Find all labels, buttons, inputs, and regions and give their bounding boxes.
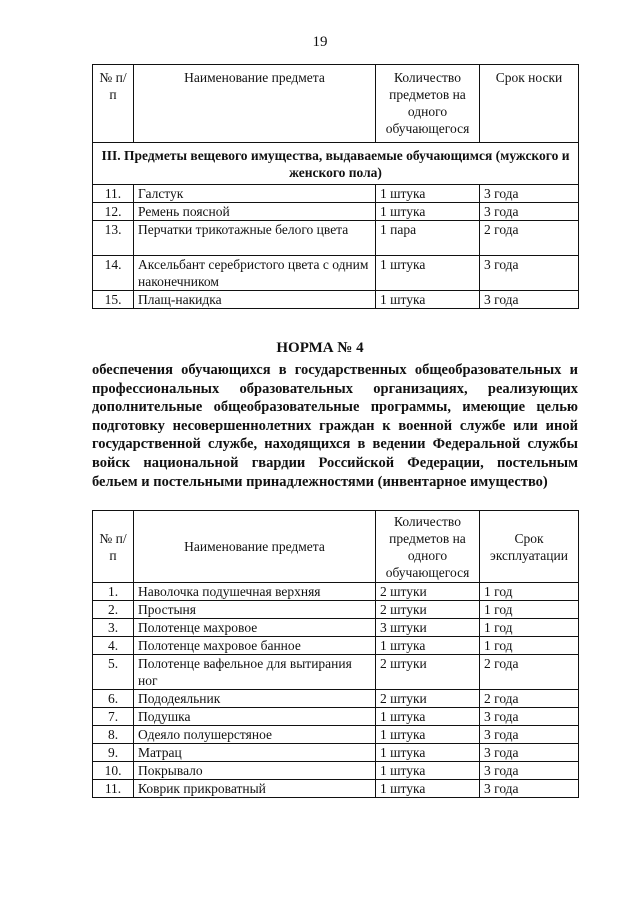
row-name: Плащ-накидка xyxy=(134,291,376,309)
table-row xyxy=(93,619,579,637)
row-qty: 1 штука xyxy=(376,185,480,203)
row-name: Пододеяльник xyxy=(134,690,376,708)
row-term: 3 года xyxy=(480,185,579,203)
row-num: 8. xyxy=(93,726,134,744)
header-qty: Количество предметов на одного обучающегося xyxy=(376,511,480,583)
table-row xyxy=(93,762,579,780)
row-num: 15. xyxy=(93,291,134,309)
row-term: 3 года xyxy=(480,726,579,744)
row-name: Перчатки трикотажные белого цвета xyxy=(134,221,376,256)
row-qty: 1 штука xyxy=(376,726,480,744)
row-term: 3 года xyxy=(480,291,579,309)
row-name: Простыня xyxy=(134,601,376,619)
row-term: 3 года xyxy=(480,762,579,780)
table-row xyxy=(93,185,579,203)
row-qty: 1 штука xyxy=(376,637,480,655)
header-num: № п/п xyxy=(93,511,134,583)
row-qty: 2 штуки xyxy=(376,690,480,708)
row-name: Полотенце вафельное для вытирания ног xyxy=(134,655,376,690)
row-num: 3. xyxy=(93,619,134,637)
row-num: 2. xyxy=(93,601,134,619)
row-term: 2 года xyxy=(480,221,579,256)
row-num: 13. xyxy=(93,221,134,256)
row-num: 6. xyxy=(93,690,134,708)
row-term: 2 года xyxy=(480,690,579,708)
row-term: 1 год xyxy=(480,601,579,619)
row-qty: 1 пара xyxy=(376,221,480,256)
row-term: 1 год xyxy=(480,583,579,601)
items-table-section-3 xyxy=(92,64,579,309)
row-num: 4. xyxy=(93,637,134,655)
row-term: 3 года xyxy=(480,744,579,762)
row-qty: 2 штуки xyxy=(376,655,480,690)
table-row xyxy=(93,221,579,256)
row-qty: 3 штуки xyxy=(376,619,480,637)
table-row xyxy=(93,601,579,619)
section-title: III. Предметы вещевого имущества, выдаваемые обучающимся (мужского и женского пола) xyxy=(93,143,579,185)
row-term: 1 год xyxy=(480,637,579,655)
row-num: 12. xyxy=(93,203,134,221)
row-term: 3 года xyxy=(480,708,579,726)
row-num: 11. xyxy=(93,185,134,203)
row-qty: 1 штука xyxy=(376,203,480,221)
row-num: 14. xyxy=(93,256,134,291)
table-row xyxy=(93,203,579,221)
row-name: Покрывало xyxy=(134,762,376,780)
row-name: Матрац xyxy=(134,744,376,762)
row-num: 7. xyxy=(93,708,134,726)
header-name: Наименование предмета xyxy=(134,511,376,583)
table-row xyxy=(93,744,579,762)
items-table-norm-4 xyxy=(92,510,579,798)
row-qty: 1 штука xyxy=(376,291,480,309)
row-qty: 2 штуки xyxy=(376,583,480,601)
table-row xyxy=(93,291,579,309)
table-row xyxy=(93,256,579,291)
table-row xyxy=(93,655,579,690)
norm-description: обеспечения обучающихся в государственных общеобразовательных и профессиональных образовательных организациях, реализующих дополнительные общеобразовательные программы, имеющие целью подготовку несовершеннолетних граждан к военной службе или иной государственной службе, находящихся в ведении Федеральной службы войск национальной гвардии Российской Федерации, постельным бельем и постельными принадлежностями (инвентарное имущество) xyxy=(92,362,578,490)
header-num: № п/п xyxy=(93,65,134,143)
row-num: 10. xyxy=(93,762,134,780)
table-row xyxy=(93,637,579,655)
row-num: 5. xyxy=(93,655,134,690)
row-term: 3 года xyxy=(480,780,579,798)
header-term: Срок эксплуатации xyxy=(480,511,579,583)
table-header-row xyxy=(93,511,579,583)
table-row xyxy=(93,708,579,726)
header-name: Наименование предмета xyxy=(134,65,376,143)
table-row xyxy=(93,690,579,708)
row-num: 11. xyxy=(93,780,134,798)
row-term: 3 года xyxy=(480,203,579,221)
row-term: 1 год xyxy=(480,619,579,637)
row-name: Коврик прикроватный xyxy=(134,780,376,798)
table-row xyxy=(93,583,579,601)
header-qty: Количество предметов на одного обучающегося xyxy=(376,65,480,143)
row-qty: 2 штуки xyxy=(376,601,480,619)
row-name: Полотенце махровое xyxy=(134,619,376,637)
row-name: Полотенце махровое банное xyxy=(134,637,376,655)
row-qty: 1 штука xyxy=(376,780,480,798)
norm-title: НОРМА № 4 xyxy=(276,340,364,356)
row-name: Наволочка подушечная верхняя xyxy=(134,583,376,601)
row-qty: 1 штука xyxy=(376,256,480,291)
row-name: Одеяло полушерстяное xyxy=(134,726,376,744)
table-row xyxy=(93,726,579,744)
row-num: 1. xyxy=(93,583,134,601)
row-name: Галстук xyxy=(134,185,376,203)
row-qty: 1 штука xyxy=(376,762,480,780)
section-title-row xyxy=(93,143,579,185)
row-term: 3 года xyxy=(480,256,579,291)
row-name: Аксельбант серебристого цвета с одним наконечником xyxy=(134,256,376,291)
row-name: Ремень поясной xyxy=(134,203,376,221)
table-header-row xyxy=(93,65,579,143)
header-term: Срок носки xyxy=(480,65,579,143)
row-term: 2 года xyxy=(480,655,579,690)
page-number: 19 xyxy=(312,34,328,50)
row-num: 9. xyxy=(93,744,134,762)
table-row xyxy=(93,780,579,798)
row-qty: 1 штука xyxy=(376,744,480,762)
row-qty: 1 штука xyxy=(376,708,480,726)
row-name: Подушка xyxy=(134,708,376,726)
